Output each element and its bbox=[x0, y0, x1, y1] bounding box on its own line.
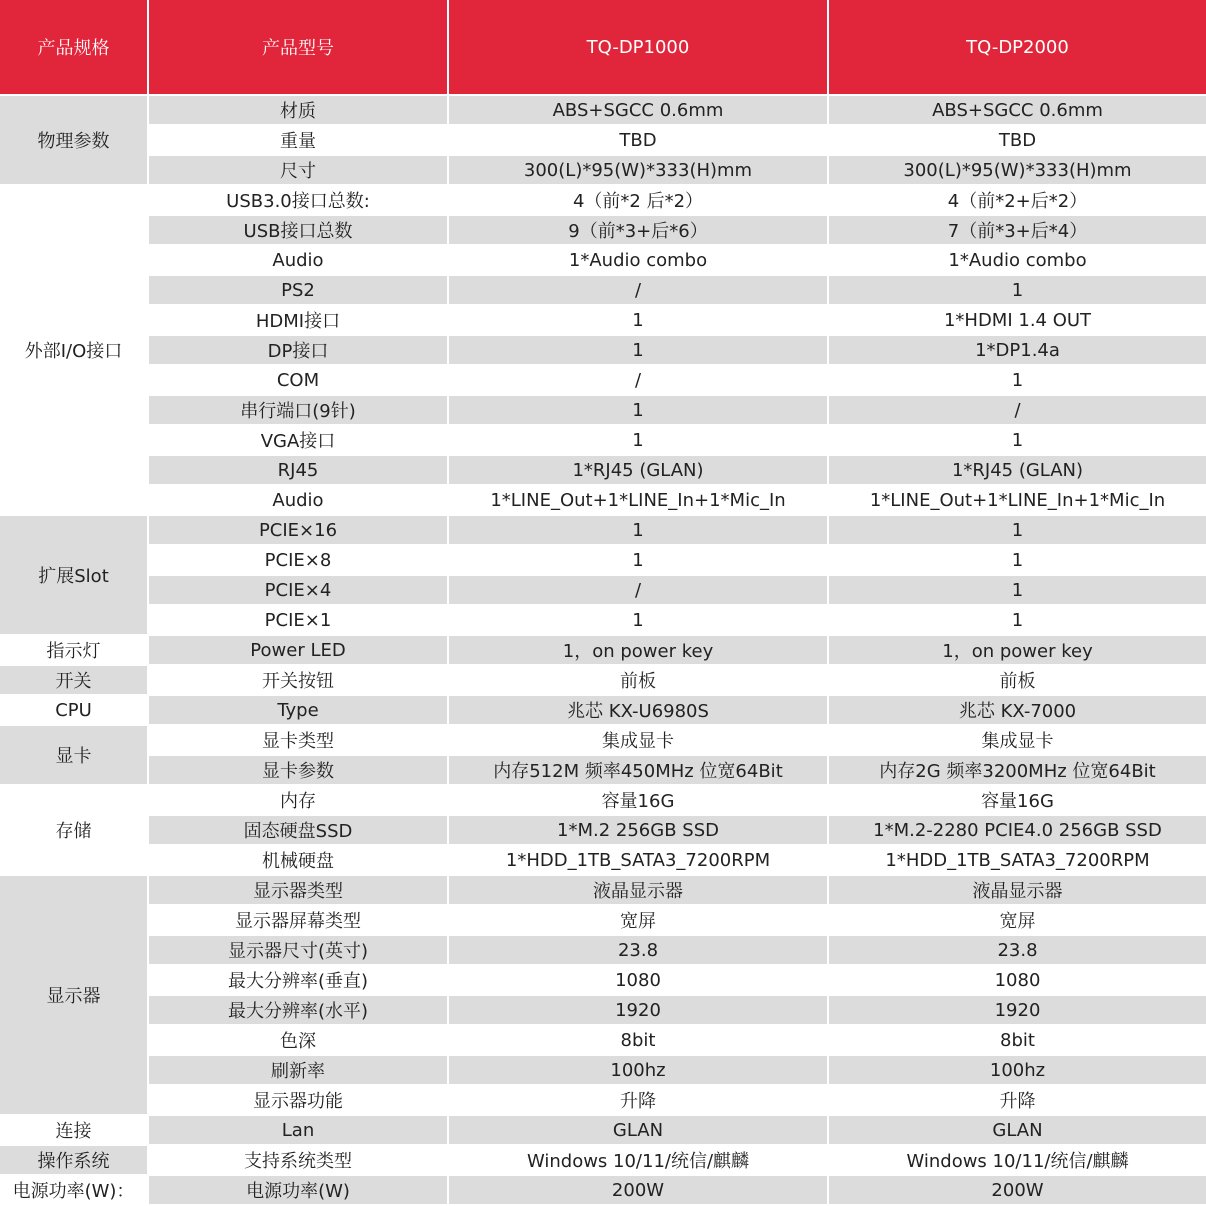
value-model-a: 升降 bbox=[448, 1085, 828, 1115]
value-model-a: 4（前*2 后*2） bbox=[448, 185, 828, 215]
value-model-b: 液晶显示器 bbox=[828, 875, 1206, 905]
table-row bbox=[0, 995, 1206, 1025]
table-row bbox=[0, 905, 1206, 935]
table-row bbox=[0, 545, 1206, 575]
value-model-a: / bbox=[448, 365, 828, 395]
row-label: Power LED bbox=[148, 635, 448, 665]
value-model-a: Windows 10/11/统信/麒麟 bbox=[448, 1145, 828, 1175]
header-model-a: TQ-DP1000 bbox=[448, 0, 828, 95]
value-model-a: 200W bbox=[448, 1175, 828, 1205]
row-label: 机械硬盘 bbox=[148, 845, 448, 875]
value-model-b: GLAN bbox=[828, 1115, 1206, 1145]
row-label: 重量 bbox=[148, 125, 448, 155]
row-label: 刷新率 bbox=[148, 1055, 448, 1085]
row-label: 最大分辨率(水平) bbox=[148, 995, 448, 1025]
value-model-b: 1 bbox=[828, 575, 1206, 605]
row-label: 固态硬盘SSD bbox=[148, 815, 448, 845]
header-model: 产品型号 bbox=[148, 0, 448, 95]
value-model-a: 内存512M 频率450MHz 位宽64Bit bbox=[448, 755, 828, 785]
row-label: COM bbox=[148, 365, 448, 395]
table-row bbox=[0, 965, 1206, 995]
row-label: PCIE×1 bbox=[148, 605, 448, 635]
value-model-b: 1 bbox=[828, 605, 1206, 635]
value-model-b: 1 bbox=[828, 545, 1206, 575]
table-row bbox=[0, 485, 1206, 515]
value-model-a: 兆芯 KX-U6980S bbox=[448, 695, 828, 725]
value-model-a: TBD bbox=[448, 125, 828, 155]
value-model-b: 1920 bbox=[828, 995, 1206, 1025]
row-label: Audio bbox=[148, 245, 448, 275]
row-label: PCIE×16 bbox=[148, 515, 448, 545]
value-model-a: 1 bbox=[448, 425, 828, 455]
table-row bbox=[0, 455, 1206, 485]
row-label: Audio bbox=[148, 485, 448, 515]
value-model-a: 1 bbox=[448, 335, 828, 365]
value-model-b: 1*LINE_Out+1*LINE_In+1*Mic_In bbox=[828, 485, 1206, 515]
table-row bbox=[0, 935, 1206, 965]
row-label: Type bbox=[148, 695, 448, 725]
value-model-a: / bbox=[448, 275, 828, 305]
table-row bbox=[0, 1085, 1206, 1115]
value-model-a: 1 bbox=[448, 545, 828, 575]
value-model-b: 升降 bbox=[828, 1085, 1206, 1115]
value-model-a: 1*RJ45 (GLAN) bbox=[448, 455, 828, 485]
value-model-a: 液晶显示器 bbox=[448, 875, 828, 905]
header-spec: 产品规格 bbox=[0, 0, 148, 95]
value-model-a: 1，on power key bbox=[448, 635, 828, 665]
value-model-b: 兆芯 KX-7000 bbox=[828, 695, 1206, 725]
row-label: 支持系统类型 bbox=[148, 1145, 448, 1175]
value-model-b: 4（前*2+后*2） bbox=[828, 185, 1206, 215]
group-label: 指示灯 bbox=[0, 635, 148, 665]
table-row bbox=[0, 155, 1206, 185]
value-model-a: 1 bbox=[448, 305, 828, 335]
value-model-a: 前板 bbox=[448, 665, 828, 695]
value-model-b: 7（前*3+后*4） bbox=[828, 215, 1206, 245]
value-model-b: 8bit bbox=[828, 1025, 1206, 1055]
value-model-b: 200W bbox=[828, 1175, 1206, 1205]
value-model-a: 集成显卡 bbox=[448, 725, 828, 755]
table-row bbox=[0, 1175, 1206, 1205]
value-model-b: 1*RJ45 (GLAN) bbox=[828, 455, 1206, 485]
value-model-a: 1 bbox=[448, 515, 828, 545]
table-row bbox=[0, 665, 1206, 695]
row-label: 色深 bbox=[148, 1025, 448, 1055]
group-label: 显卡 bbox=[0, 725, 148, 785]
row-label: 显示器功能 bbox=[148, 1085, 448, 1115]
value-model-a: 9（前*3+后*6） bbox=[448, 215, 828, 245]
row-label: 显卡参数 bbox=[148, 755, 448, 785]
value-model-b: 宽屏 bbox=[828, 905, 1206, 935]
value-model-b: 1 bbox=[828, 425, 1206, 455]
group-label: 开关 bbox=[0, 665, 148, 695]
group-label: 存储 bbox=[0, 785, 148, 875]
table-row bbox=[0, 755, 1206, 785]
group-label: 显示器 bbox=[0, 875, 148, 1115]
value-model-b: 1*Audio combo bbox=[828, 245, 1206, 275]
row-label: PCIE×4 bbox=[148, 575, 448, 605]
table-row bbox=[0, 365, 1206, 395]
value-model-a: 1*Audio combo bbox=[448, 245, 828, 275]
row-label: 材质 bbox=[148, 95, 448, 125]
value-model-b: 内存2G 频率3200MHz 位宽64Bit bbox=[828, 755, 1206, 785]
value-model-b: 集成显卡 bbox=[828, 725, 1206, 755]
row-label: 显示器屏幕类型 bbox=[148, 905, 448, 935]
value-model-b: 300(L)*95(W)*333(H)mm bbox=[828, 155, 1206, 185]
table-row bbox=[0, 515, 1206, 545]
spec-body bbox=[0, 95, 1206, 1205]
value-model-b: 1*HDD_1TB_SATA3_7200RPM bbox=[828, 845, 1206, 875]
row-label: 显示器尺寸(英寸) bbox=[148, 935, 448, 965]
value-model-b: 1 bbox=[828, 365, 1206, 395]
group-label: 连接 bbox=[0, 1115, 148, 1145]
value-model-a: 300(L)*95(W)*333(H)mm bbox=[448, 155, 828, 185]
value-model-a: 1 bbox=[448, 605, 828, 635]
table-row bbox=[0, 845, 1206, 875]
table-row bbox=[0, 1145, 1206, 1175]
table-row bbox=[0, 185, 1206, 215]
table-row bbox=[0, 245, 1206, 275]
value-model-b: 23.8 bbox=[828, 935, 1206, 965]
value-model-b: 1 bbox=[828, 515, 1206, 545]
table-row bbox=[0, 725, 1206, 755]
value-model-b: 1*HDMI 1.4 OUT bbox=[828, 305, 1206, 335]
value-model-b: TBD bbox=[828, 125, 1206, 155]
value-model-a: 1920 bbox=[448, 995, 828, 1025]
row-label: 内存 bbox=[148, 785, 448, 815]
table-row bbox=[0, 575, 1206, 605]
value-model-a: 容量16G bbox=[448, 785, 828, 815]
value-model-a: 1*HDD_1TB_SATA3_7200RPM bbox=[448, 845, 828, 875]
value-model-b: 1080 bbox=[828, 965, 1206, 995]
row-label: VGA接口 bbox=[148, 425, 448, 455]
row-label: HDMI接口 bbox=[148, 305, 448, 335]
table-row bbox=[0, 695, 1206, 725]
row-label: PCIE×8 bbox=[148, 545, 448, 575]
row-label: DP接口 bbox=[148, 335, 448, 365]
table-row bbox=[0, 785, 1206, 815]
row-label: 开关按钮 bbox=[148, 665, 448, 695]
value-model-a: 100hz bbox=[448, 1055, 828, 1085]
header-row bbox=[0, 0, 1206, 95]
row-label: USB接口总数 bbox=[148, 215, 448, 245]
table-row bbox=[0, 1115, 1206, 1145]
value-model-b: ABS+SGCC 0.6mm bbox=[828, 95, 1206, 125]
table-row bbox=[0, 275, 1206, 305]
group-label: CPU bbox=[0, 695, 148, 725]
value-model-b: 1*DP1.4a bbox=[828, 335, 1206, 365]
value-model-b: 1，on power key bbox=[828, 635, 1206, 665]
value-model-a: 1*LINE_Out+1*LINE_In+1*Mic_In bbox=[448, 485, 828, 515]
value-model-b: Windows 10/11/统信/麒麟 bbox=[828, 1145, 1206, 1175]
value-model-b: 前板 bbox=[828, 665, 1206, 695]
table-row bbox=[0, 305, 1206, 335]
value-model-a: 8bit bbox=[448, 1025, 828, 1055]
row-label: 最大分辨率(垂直) bbox=[148, 965, 448, 995]
row-label: USB3.0接口总数: bbox=[148, 185, 448, 215]
value-model-a: 1*M.2 256GB SSD bbox=[448, 815, 828, 845]
row-label: RJ45 bbox=[148, 455, 448, 485]
value-model-b: 1 bbox=[828, 275, 1206, 305]
table-row bbox=[0, 815, 1206, 845]
value-model-a: GLAN bbox=[448, 1115, 828, 1145]
value-model-a: 宽屏 bbox=[448, 905, 828, 935]
group-label: 外部I/O接口 bbox=[0, 185, 148, 515]
row-label: Lan bbox=[148, 1115, 448, 1145]
table-row bbox=[0, 335, 1206, 365]
group-label: 物理参数 bbox=[0, 95, 148, 185]
row-label: 显卡类型 bbox=[148, 725, 448, 755]
group-label: 电源功率(W)： bbox=[0, 1175, 148, 1205]
table-row bbox=[0, 425, 1206, 455]
value-model-a: 23.8 bbox=[448, 935, 828, 965]
table-row bbox=[0, 395, 1206, 425]
table-row bbox=[0, 125, 1206, 155]
group-label: 操作系统 bbox=[0, 1145, 148, 1175]
row-label: 显示器类型 bbox=[148, 875, 448, 905]
table-row bbox=[0, 635, 1206, 665]
table-row bbox=[0, 95, 1206, 125]
value-model-b: 100hz bbox=[828, 1055, 1206, 1085]
row-label: 尺寸 bbox=[148, 155, 448, 185]
header-model-b: TQ-DP2000 bbox=[828, 0, 1206, 95]
value-model-a: 1080 bbox=[448, 965, 828, 995]
value-model-b: 1*M.2-2280 PCIE4.0 256GB SSD bbox=[828, 815, 1206, 845]
table-row bbox=[0, 1025, 1206, 1055]
row-label: 串行端口(9针) bbox=[148, 395, 448, 425]
row-label: 电源功率(W) bbox=[148, 1175, 448, 1205]
value-model-b: 容量16G bbox=[828, 785, 1206, 815]
value-model-a: 1 bbox=[448, 395, 828, 425]
table-row bbox=[0, 605, 1206, 635]
value-model-a: ABS+SGCC 0.6mm bbox=[448, 95, 828, 125]
table-row bbox=[0, 875, 1206, 905]
group-label: 扩展Slot bbox=[0, 515, 148, 635]
table-row bbox=[0, 215, 1206, 245]
table-row bbox=[0, 1055, 1206, 1085]
row-label: PS2 bbox=[148, 275, 448, 305]
value-model-a: / bbox=[448, 575, 828, 605]
value-model-b: / bbox=[828, 395, 1206, 425]
